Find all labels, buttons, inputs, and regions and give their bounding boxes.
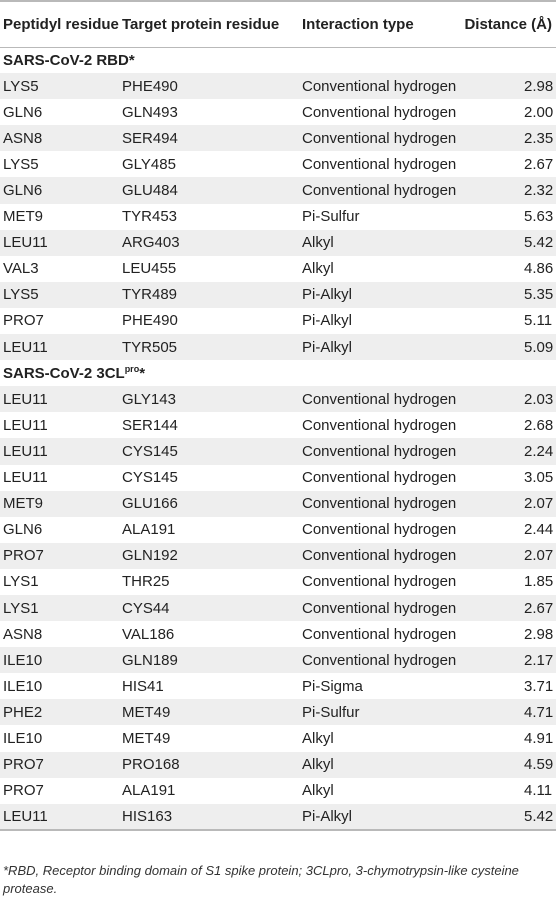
cell-target-residue: PRO168 <box>122 752 302 778</box>
table-row <box>0 73 556 99</box>
cell-peptidyl-residue: ASN8 <box>0 125 122 151</box>
cell-distance: 4.86 <box>524 260 554 278</box>
cell-interaction-type: Conventional hydrogen <box>302 521 457 539</box>
cell-target-residue: CYS145 <box>122 469 178 487</box>
cell-interaction-type: Pi-Sulfur <box>302 208 360 226</box>
cell-peptidyl-residue: LEU11 <box>0 230 122 256</box>
cell-distance: 2.17 <box>461 647 556 673</box>
cell-target-residue: TYR505 <box>122 334 302 360</box>
cell-peptidyl-residue: LEU11 <box>3 469 48 487</box>
cell-distance: 2.07 <box>461 491 556 517</box>
section-title-tail: * <box>139 364 146 382</box>
cell-interaction-type: Conventional hydrogen <box>302 543 461 569</box>
cell-peptidyl-residue: ASN8 <box>3 625 43 643</box>
cell-distance: 5.09 <box>461 334 556 360</box>
cell-interaction-type: Alkyl <box>302 230 461 256</box>
cell-distance: 2.03 <box>461 386 556 412</box>
cell-distance: 3.71 <box>524 677 554 695</box>
cell-distance: 5.35 <box>461 282 556 308</box>
cell-interaction-type: Conventional hydrogen <box>302 125 461 151</box>
cell-peptidyl-residue: PHE2 <box>0 699 122 725</box>
table-row <box>0 569 556 595</box>
cell-distance: 5.42 <box>461 230 556 256</box>
cell-target-residue: PHE490 <box>122 73 302 99</box>
cell-interaction-type: Conventional hydrogen <box>302 177 461 203</box>
cell-target-residue: CYS44 <box>122 595 302 621</box>
cell-interaction-type: Pi-Alkyl <box>302 804 461 830</box>
cell-distance: 4.71 <box>461 699 556 725</box>
table-row <box>0 543 556 569</box>
table-row <box>0 282 556 308</box>
cell-interaction-type: Conventional hydrogen <box>302 155 457 173</box>
cell-interaction-type: Alkyl <box>302 752 461 778</box>
cell-peptidyl-residue: GLN6 <box>3 521 43 539</box>
cell-distance: 1.85 <box>524 573 554 591</box>
cell-interaction-type: Conventional hydrogen <box>302 491 461 517</box>
cell-target-residue: GLY143 <box>122 386 302 412</box>
cell-peptidyl-residue: GLN6 <box>0 177 122 203</box>
cell-interaction-type: Alkyl <box>302 260 334 278</box>
table-row <box>0 99 556 125</box>
table-row <box>0 621 556 647</box>
cell-distance: 2.67 <box>461 595 556 621</box>
table-row <box>0 125 556 151</box>
cell-peptidyl-residue: LEU11 <box>3 416 48 434</box>
cell-peptidyl-residue: PRO7 <box>0 752 122 778</box>
section-title-main: SARS-CoV-2 RBD* <box>3 51 135 69</box>
cell-peptidyl-residue: MET9 <box>3 208 44 226</box>
header-peptidyl-residue: Peptidyl residue <box>0 1 122 47</box>
cell-peptidyl-residue: VAL3 <box>3 260 39 278</box>
cell-distance: 2.98 <box>524 625 554 643</box>
cell-peptidyl-residue: LYS5 <box>3 155 39 173</box>
cell-target-residue: GLN493 <box>122 103 178 121</box>
cell-target-residue: ALA191 <box>122 782 176 800</box>
table-row <box>0 334 556 360</box>
table-row <box>0 256 556 282</box>
cell-interaction-type: Conventional hydrogen <box>302 386 461 412</box>
cell-distance: 2.98 <box>461 73 556 99</box>
cell-interaction-type: Pi-Alkyl <box>302 282 461 308</box>
cell-target-residue: SER144 <box>122 416 178 434</box>
cell-distance: 5.63 <box>524 208 554 226</box>
cell-distance: 2.07 <box>461 543 556 569</box>
cell-distance: 2.35 <box>461 125 556 151</box>
table-row <box>0 725 556 751</box>
cell-target-residue: TYR453 <box>122 208 178 226</box>
cell-peptidyl-residue: MET9 <box>0 491 122 517</box>
header-target-protein-residue: Target protein residue <box>122 1 302 47</box>
table-body <box>0 47 556 830</box>
cell-interaction-type: Conventional hydrogen <box>302 573 457 591</box>
cell-interaction-type: Conventional hydrogen <box>302 103 457 121</box>
section-title <box>0 47 556 73</box>
cell-target-residue: GLN189 <box>122 647 302 673</box>
cell-interaction-type: Pi-Alkyl <box>302 334 461 360</box>
cell-peptidyl-residue: GLN6 <box>3 103 43 121</box>
section-row <box>0 47 556 73</box>
cell-peptidyl-residue: LYS1 <box>3 573 39 591</box>
cell-distance: 4.59 <box>461 752 556 778</box>
cell-target-residue: HIS163 <box>122 804 302 830</box>
cell-distance: 2.68 <box>524 416 554 434</box>
table-row <box>0 177 556 203</box>
cell-target-residue: GLU166 <box>122 491 302 517</box>
cell-target-residue: GLN192 <box>122 543 302 569</box>
cell-target-residue: MET49 <box>122 729 171 747</box>
cell-interaction-type: Conventional hydrogen <box>302 438 461 464</box>
cell-distance: 2.00 <box>524 103 554 121</box>
cell-distance: 5.42 <box>461 804 556 830</box>
section-row <box>0 360 556 386</box>
cell-interaction-type: Pi-Sigma <box>302 677 363 695</box>
cell-interaction-type: Conventional hydrogen <box>302 647 461 673</box>
table-row <box>0 647 556 673</box>
cell-interaction-type: Conventional hydrogen <box>302 416 457 434</box>
cell-interaction-type: Pi-Sulfur <box>302 699 461 725</box>
cell-target-residue: MET49 <box>122 699 302 725</box>
cell-peptidyl-residue: PRO7 <box>3 312 44 330</box>
table-row <box>0 595 556 621</box>
table-row <box>0 465 556 491</box>
cell-target-residue: LEU455 <box>122 260 177 278</box>
cell-peptidyl-residue: PRO7 <box>3 782 44 800</box>
section-title-superscript: pro <box>124 363 140 374</box>
cell-peptidyl-residue: LYS5 <box>0 282 122 308</box>
cell-peptidyl-residue: ILE10 <box>0 647 122 673</box>
cell-target-residue: VAL186 <box>122 625 175 643</box>
table-row <box>0 438 556 464</box>
table-row <box>0 151 556 177</box>
cell-interaction-type: Conventional hydrogen <box>302 73 461 99</box>
cell-peptidyl-residue: LEU11 <box>0 804 122 830</box>
cell-target-residue: ALA191 <box>122 521 176 539</box>
table-row <box>0 752 556 778</box>
table-row <box>0 778 556 804</box>
header-row <box>0 1 556 47</box>
cell-distance: 2.44 <box>524 521 554 539</box>
cell-target-residue: THR25 <box>122 573 170 591</box>
cell-distance: 4.91 <box>524 729 554 747</box>
table-row <box>0 230 556 256</box>
cell-distance: 4.11 <box>524 782 553 800</box>
cell-distance: 5.11 <box>524 312 553 330</box>
cell-target-residue: SER494 <box>122 125 302 151</box>
cell-interaction-type: Conventional hydrogen <box>302 595 461 621</box>
cell-target-residue: TYR489 <box>122 282 302 308</box>
cell-peptidyl-residue: ILE10 <box>3 677 43 695</box>
table-row <box>0 412 556 438</box>
table-row <box>0 699 556 725</box>
cell-interaction-type: Pi-Alkyl <box>302 312 353 330</box>
cell-interaction-type: Conventional hydrogen <box>302 625 457 643</box>
cell-target-residue: GLU484 <box>122 177 302 203</box>
table-row <box>0 673 556 699</box>
cell-distance: 2.32 <box>461 177 556 203</box>
cell-interaction-type: Alkyl <box>302 782 334 800</box>
cell-peptidyl-residue: ILE10 <box>3 729 43 747</box>
table-footnote: *RBD, Receptor binding domain of S1 spike protein; 3CLpro, 3-chymotrypsin-like cysteine protease. <box>3 863 519 896</box>
cell-peptidyl-residue: LEU11 <box>0 438 122 464</box>
cell-target-residue: GLY485 <box>122 155 176 173</box>
header-interaction-type: Interaction type <box>302 1 461 47</box>
header-distance: Distance (Å) <box>461 1 556 47</box>
table-row <box>0 491 556 517</box>
cell-peptidyl-residue: LYS1 <box>0 595 122 621</box>
table-row <box>0 308 556 334</box>
table-header <box>0 1 556 47</box>
cell-peptidyl-residue: PRO7 <box>0 543 122 569</box>
cell-target-residue: HIS41 <box>122 677 164 695</box>
cell-distance: 2.67 <box>524 155 554 173</box>
cell-distance: 2.24 <box>461 438 556 464</box>
table-row <box>0 204 556 230</box>
cell-target-residue: PHE490 <box>122 312 178 330</box>
cell-target-residue: ARG403 <box>122 230 302 256</box>
cell-interaction-type: Conventional hydrogen <box>302 469 457 487</box>
section-title <box>0 360 556 386</box>
cell-peptidyl-residue: LYS5 <box>0 73 122 99</box>
cell-distance: 3.05 <box>524 469 554 487</box>
cell-peptidyl-residue: LEU11 <box>0 334 122 360</box>
cell-interaction-type: Alkyl <box>302 729 334 747</box>
cell-target-residue: CYS145 <box>122 438 302 464</box>
table-row <box>0 517 556 543</box>
cell-peptidyl-residue: LEU11 <box>0 386 122 412</box>
table-row <box>0 386 556 412</box>
table-row <box>0 804 556 830</box>
section-title-main: SARS-CoV-2 3CL <box>3 364 125 382</box>
